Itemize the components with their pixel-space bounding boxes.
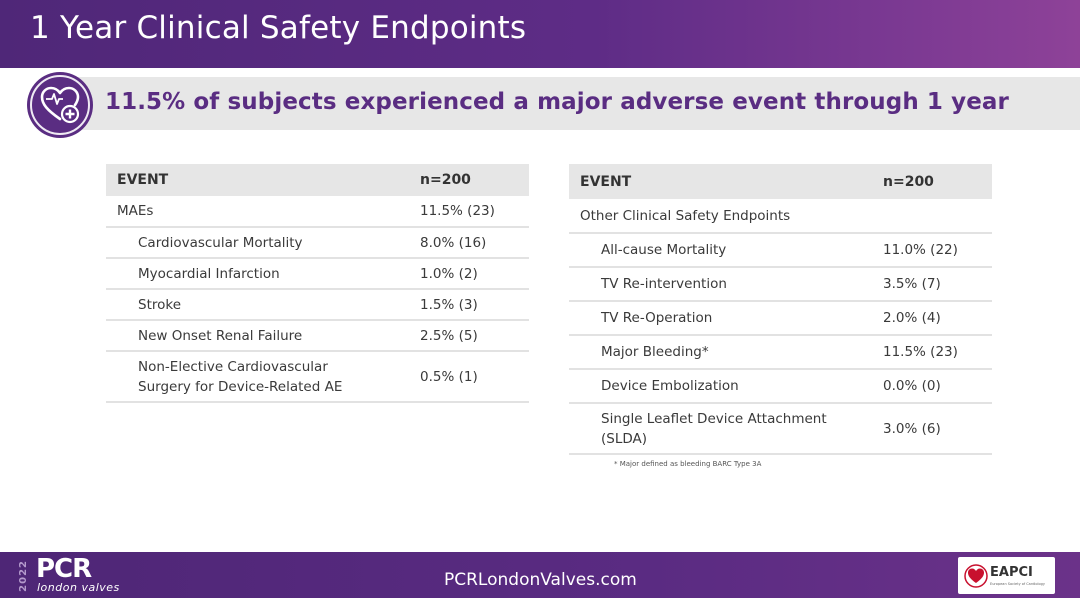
event-cell: Major Bleeding* (569, 335, 883, 369)
table-row (106, 320, 529, 351)
value-cell: 1.5% (3) (420, 289, 529, 320)
footer-year: 2022 (18, 560, 29, 592)
right-events-table (569, 164, 992, 455)
table-row (106, 351, 529, 402)
event-line-1: Non-Elective Cardiovascular (138, 358, 328, 375)
table-header-row (106, 164, 529, 196)
column-header-n: n=200 (883, 164, 992, 199)
event-cell (569, 403, 883, 454)
value-cell: 2.0% (4) (883, 301, 992, 335)
event-cell: New Onset Renal Failure (106, 320, 420, 351)
table-row (106, 227, 529, 258)
table-row (106, 289, 529, 320)
pcr-logo-subtitle: london valves (37, 581, 120, 594)
eapci-logo-subtext: European Society of Cardiology (990, 582, 1045, 586)
value-cell: 0.5% (1) (420, 351, 529, 402)
value-cell: 8.0% (16) (420, 227, 529, 258)
event-cell: Other Clinical Safety Endpoints (569, 199, 883, 233)
heart-logo-icon (964, 564, 988, 588)
column-header-n: n=200 (420, 164, 529, 196)
value-cell: 11.0% (22) (883, 233, 992, 267)
table-row (106, 258, 529, 289)
footer-url: PCRLondonValves.com (444, 570, 637, 590)
pcr-logo: PCR (36, 554, 92, 584)
table-row (569, 403, 992, 454)
table-row (569, 233, 992, 267)
value-cell: 11.5% (23) (883, 335, 992, 369)
value-cell: 1.0% (2) (420, 258, 529, 289)
event-cell: All-cause Mortality (569, 233, 883, 267)
event-cell: TV Re-Operation (569, 301, 883, 335)
heart-plus-icon (27, 72, 93, 138)
left-events-table (106, 164, 529, 403)
value-cell: 3.5% (7) (883, 267, 992, 301)
value-cell (883, 199, 992, 233)
event-cell (106, 351, 420, 402)
event-cell: Stroke (106, 289, 420, 320)
table-header-row (569, 164, 992, 199)
table-row (106, 196, 529, 227)
column-header-event: EVENT (569, 164, 883, 199)
key-message: 11.5% of subjects experienced a major adverse event through 1 year (105, 89, 1009, 115)
event-line-1: Single Leaflet Device Attachment (601, 410, 827, 427)
table-row (569, 267, 992, 301)
event-line-2: Surgery for Device-Related AE (138, 378, 343, 395)
table-row (569, 369, 992, 403)
column-header-event: EVENT (106, 164, 420, 196)
table-row (569, 301, 992, 335)
event-cell: Myocardial Infarction (106, 258, 420, 289)
value-cell: 0.0% (0) (883, 369, 992, 403)
value-cell: 2.5% (5) (420, 320, 529, 351)
event-cell: Device Embolization (569, 369, 883, 403)
eapci-logo-text: EAPCI (990, 565, 1033, 580)
value-cell: 3.0% (6) (883, 403, 992, 454)
value-cell: 11.5% (23) (420, 196, 529, 227)
footnote: * Major defined as bleeding BARC Type 3A (614, 460, 762, 468)
slide-title: 1 Year Clinical Safety Endpoints (30, 10, 527, 46)
table-row (569, 199, 992, 233)
event-cell: MAEs (106, 196, 420, 227)
event-cell: TV Re-intervention (569, 267, 883, 301)
eapci-logo (958, 557, 1055, 594)
table-row (569, 335, 992, 369)
event-line-2: (SLDA) (601, 430, 648, 447)
event-cell: Cardiovascular Mortality (106, 227, 420, 258)
